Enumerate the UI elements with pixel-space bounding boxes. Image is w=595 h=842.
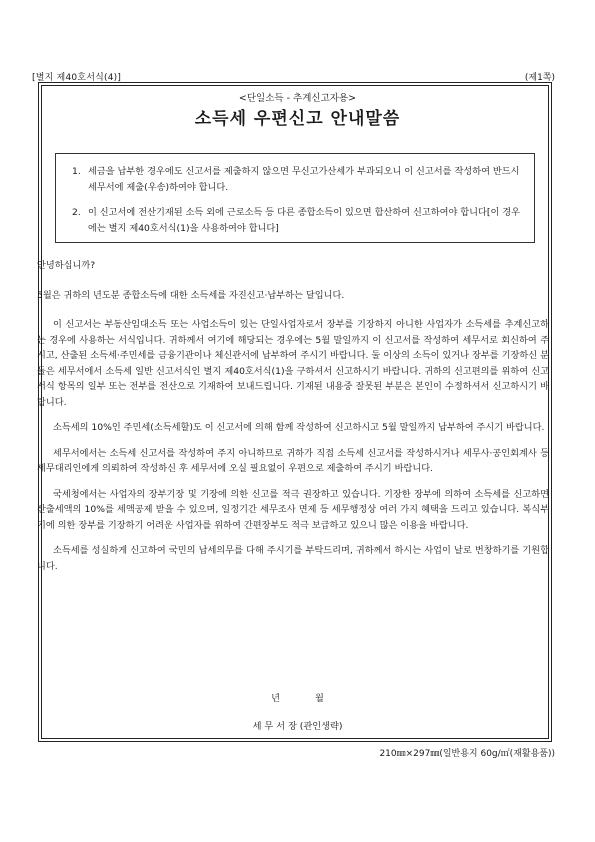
letter-body: [37, 258, 549, 584]
notice-text: 세금을 납부한 경우에도 신고서를 제출하지 않으면 무신고가산세가 부과되오니 이 신고서를 작성하여 반드시 세무서에 제출(우송)하여야 합니다.: [88, 166, 520, 193]
greeting: 안녕하십니까?: [37, 260, 96, 271]
notice-item: [68, 164, 522, 196]
notice-number: 1.: [72, 166, 81, 177]
page-label: (제1쪽): [524, 73, 555, 83]
month-label: 월: [314, 693, 324, 704]
page-title: 소득세 우편신고 안내말씀: [194, 109, 401, 129]
year-label: 년: [271, 693, 281, 704]
paper-spec: 210㎜×297㎜(일반용지 60g/㎡(재활용품)): [379, 749, 555, 759]
body-paragraph: 세무서에서는 소득세 신고서를 작성하여 주지 아니하므로 귀하가 직접 소득세 신고서를 작성하시거나 세무사·공인회계사 등 세무대리인에게 의뢰하여 작성하신 후 세무서에 오실 필요없이 우편으로 제출하여 주시기 바랍니다.: [37, 447, 549, 474]
date-line: [0, 690, 595, 704]
intro-paragraph: 5월은 귀하의 년도분 종합소득에 대한 소득세를 자진신고·납부하는 달입니다.: [37, 289, 345, 301]
tax-office-signature: 세 무 서 장 (관인생략): [252, 721, 343, 732]
notice-number: 2.: [72, 207, 81, 218]
body-paragraph: 이 신고서는 부동산임대소득 또는 사업소득이 있는 단일사업자로서 장부를 기장하지 아니한 사업자가 소득세를 추계신고하는 경우에 사용하는 서식입니다. 귀하께서 여기에 해당되는 경우에는 5월 말일까지 이 신고서를 작성하여 세무서로 회신하여 주시고, 산출된 소득세·주민세를 금융기관이나 체신관서에 납부하여 주시기 바랍니다. 둘 이상의 소득이 있거나 장부를 기장하신 분들은 세무서에서 소득세 일반 신고서식인 별지 제40호서식(1)을 구하셔서 신고하시기 바랍니다. 귀하의 신고편의를 위하여 신고서식 항목의 일부 또는 전부를 전산으로 기재하여 보내드립니다. 기재된 내용중 잘못된 부분은 본인이 수정하셔서 신고하시기 바랍니다.: [37, 319, 549, 408]
body-paragraph: 국세청에서는 사업자의 장부기장 및 기장에 의한 신고를 적극 권장하고 있습니다. 기장한 장부에 의하여 소득세를 신고하면 산출세액의 10%를 세액공제 받을 수 있으며, 일정기간 세무조사 면제 등 세무행정상 여러 가지 혜택을 드리고 있습니다. 복식부기에 의한 장부를 기장하기 어려운 사업자를 위하여 간편장부도 적극 보급하고 있으니 많은 이용을 바랍니다.: [37, 488, 549, 531]
form-number: [별지 제40호서식(4)]: [32, 73, 122, 83]
form-subtitle: <단일소득 - 추계신고자용>: [238, 93, 357, 104]
notice-item: [68, 205, 522, 237]
body-paragraph: 소득세의 10%인 주민세(소득세할)도 이 신고서에 의해 함께 작성하여 신고하시고 5월 말일까지 납부하여 주시기 바랍니다.: [53, 422, 545, 433]
body-paragraph: 소득세를 성실하게 신고하여 국민의 납세의무를 다해 주시기를 부탁드리며, 귀하께서 하시는 사업이 날로 번창하기를 기원합니다.: [37, 545, 549, 572]
notice-box: [55, 153, 535, 243]
notice-text: 이 신고서에 전산기재된 소득 외에 근로소득 등 다른 종합소득이 있으면 합산하여 신고하여야 합니다[이 경우에는 별지 제40호서식(1)을 사용하여야 합니다]: [88, 207, 521, 234]
